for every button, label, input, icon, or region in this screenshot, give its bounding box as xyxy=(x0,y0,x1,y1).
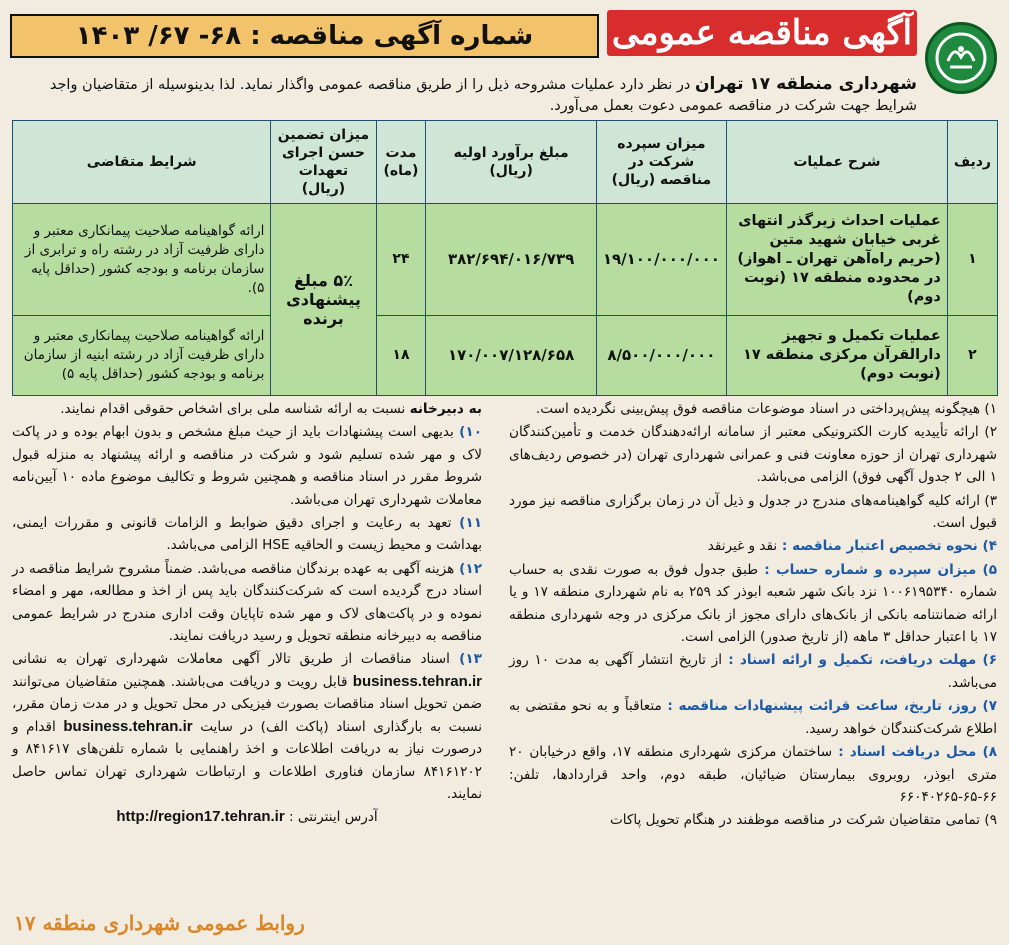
terms-left-column xyxy=(12,398,482,830)
term-item: ۴) نحوه تخصیص اعتبار مناقصه : نقد و غیرنقد xyxy=(707,538,997,555)
cell-deposit: ۱۹/۱۰۰/۰۰۰/۰۰۰ xyxy=(596,204,726,316)
business-site-link[interactable]: business.tehran.ir xyxy=(352,672,482,690)
column-header-row-number: ردیف xyxy=(947,121,997,204)
term-item: به دبیرخانه نسبت به ارائه شناسه ملی برای اشخاص حقوقی اقدام نمایند. xyxy=(60,401,482,417)
term-item: ۳) ارائه کلیه گواهینامه‌های مندرج در جدول و ذیل آن در زمان برگزاری مناقصه نیز مورد قبول است. xyxy=(509,492,998,532)
cell-estimate: ۳۸۲/۶۹۴/۰۱۶/۷۳۹ xyxy=(426,204,596,316)
website-line: آدرس اینترنتی : http://region17.tehran.ir xyxy=(116,808,378,826)
tehran-municipality-logo-icon xyxy=(925,22,997,94)
intro-text: در نظر دارد عملیات مشروحه ذیل را از طریق مناقصه عمومی واگذار نماید. لذا بدینوسیله از متقاضیان واجد شرایط جهت شرکت در مناقصه عمومی دعوت بعمل می‌آورد. xyxy=(49,77,917,114)
term-item: ۷) روز، تاریخ، ساعت قرائت پیشنهادات مناقصه : متعاقباً و به نحو مقتضی به اطلاع شرکت‌کنندگان خواهد رسید. xyxy=(509,698,997,737)
cell-conditions: ارائه گواهینامه صلاحیت پیمانکاری معتبر و دارای ظرفیت آزاد در رشته ابنیه از سازمان برنامه و بودجه کشور (حداقل پایه ۵) xyxy=(13,316,271,396)
term-item: ۸) محل دریافت اسناد : ساختمان مرکزی شهرداری منطقه ۱۷، واقع درخیابان ۲۰ متری ابوذر، روبروی بیمارستان ضیائیان، طبقه دوم، واحد قراردادها، تلفن: ۶۶-۶۵-۶۶۰۴۰۲۶۵ xyxy=(509,744,997,805)
term-item: ۱۱) تعهد به رعایت و اجرای دقیق ضوابط و الزامات قانونی و مقررات ایمنی، بهداشت و محیط زیست و الحاقیه HSE الزامی می‌باشد. xyxy=(12,515,482,554)
column-header-estimate: مبلغ برآورد اولیه (ریال) xyxy=(426,121,596,204)
business-site-link[interactable]: business.tehran.ir xyxy=(63,717,193,735)
cell-deposit: ۸/۵۰۰/۰۰۰/۰۰۰ xyxy=(596,316,726,396)
cell-row-number: ۲ xyxy=(947,316,997,396)
term-item: ۵) میزان سپرده و شماره حساب : طبق جدول فوق به صورت نقدی به حساب شماره ۱۰۰۶۱۹۵۳۴۰ نزد بانک شهر شعبه ابوذر کد ۲۵۹ به نام شهرداری منطقه ۱۷ و یا ارائه ضمانتنامه بانکی از بانک‌های دارای مجوز از بانک مرکزی در وجه شهرداری منطقه ۱۷ با اعتبار حداقل ۳ ماهه (از تاریخ صدور) الزامی است. xyxy=(509,561,997,646)
column-header-guarantee: میزان تضمین حسن اجرای تعهدات (ریال) xyxy=(271,121,376,204)
term-item: ۱۲) هزینه آگهی به عهده برندگان مناقصه می‌باشد. ضمناً مشروح شرایط مناقصه در اسناد درج گردیده است که شرکت‌کنندگان باید پس از اخذ و مطالعه، مهر و امضاء نموده و در پاکت‌های لاک و مهر شده تاپایان وقت اداری مندرج در شرایط عمومی مناقصه به دبیرخانه منطقه تحویل و رسید دریافت نمایند. xyxy=(12,560,482,645)
organization-name: شهرداری منطقه ۱۷ تهران xyxy=(694,74,917,94)
intro-paragraph xyxy=(14,74,917,117)
term-item: ۲) ارائه تأییدیه کارت الکترونیکی معتبر از سامانه ارائه‌دهندگان خدمت و تأمین‌کنندگان شهرداری تهران از حوزه معاونت فنی و عمرانی شهرداری تهران (در خصوص ردیف‌های ۱ الی ۲ جدول آگهی فوق) الزامی می‌باشد. xyxy=(509,424,997,486)
cell-description: عملیات تکمیل و تجهیز دارالقرآن مرکزی منطقه ۱۷ (نوبت دوم) xyxy=(726,316,947,396)
cell-duration: ۱۸ xyxy=(376,316,426,396)
tender-table xyxy=(12,120,998,396)
column-header-duration: مدت (ماه) xyxy=(376,121,426,204)
public-relations-signature: روابط عمومی شهرداری منطقه ۱۷ xyxy=(14,911,305,935)
table-header-row xyxy=(13,121,998,204)
cell-row-number: ۱ xyxy=(947,204,997,316)
notice-number: شماره آگهی مناقصه : ۶۸- ۶۷/ ۱۴۰۳ xyxy=(10,14,599,58)
region-website-link[interactable]: http://region17.tehran.ir xyxy=(116,808,285,826)
cell-estimate: ۱۷۰/۰۰۷/۱۲۸/۶۵۸ xyxy=(426,316,596,396)
column-header-deposit: میزان سپرده شرکت در مناقصه (ریال) xyxy=(596,121,726,204)
table-row xyxy=(13,316,998,396)
term-item: ۹) تمامی متقاضیان شرکت در مناقصه موظفند در هنگام تحویل پاکات xyxy=(609,812,997,829)
terms-right-column xyxy=(509,398,997,833)
cell-description: عملیات احداث زیرگذر انتهای غربی خیابان شهید متین (حریم راه‌آهن تهران ـ اهواز) در محدوده منطقه ۱۷ (نوبت دوم) xyxy=(726,204,947,316)
term-item: ۱۳) اسناد مناقصات از طریق تالار آگهی معاملات شهرداری تهران به نشانی business.tehran.ir قابل رویت و دریافت می‌باشند. همچنین متقاضیان می‌توانند ضمن تحویل اسناد مناقصات بصورت فیزیکی در محل تحویل و در مدت زمان مقرر، نسبت به بارگذاری اسناد (پاکت الف) در سایت business.tehran.ir اقدام و درصورت نیاز به دریافت اطلاعات و اخذ راهنمایی با شماره تلفن‌های ۸۴۱۶۱۷ و ۸۴۱۶۱۲۰۲ سازمان فناوری اطلاعات و ارتباطات شهرداری تهران تماس حاصل نمایند. xyxy=(12,651,482,802)
term-item: ۱۰) بدیهی است پیشنهادات باید از حیث مبلغ مشخص و بدون ابهام بوده و در پاکت لاک و مهر شده تسلیم شود و شرکت در مناقصه و ارائه پیشنهاد به منزله قبول شروط مقرر در اسناد مناقصه و همچنین شروط و تکالیف موضوع ماده ۱۰ آیین‌نامه معاملات شهرداری تهران می‌باشد. xyxy=(12,424,483,508)
table-row xyxy=(13,204,998,316)
cell-conditions: ارائه گواهینامه صلاحیت پیمانکاری معتبر و دارای ظرفیت آزاد در رشته راه و ترابری از سازمان برنامه و بودجه کشور (حداقل پایه ۵). xyxy=(13,204,271,316)
notice-title: آگهی مناقصه عمومی xyxy=(607,10,917,56)
cell-duration: ۲۴ xyxy=(376,204,426,316)
cell-guarantee: ۵٪ مبلغ پیشنهادی برنده xyxy=(271,204,376,396)
term-item: ۱) هیچگونه پیش‌پرداختی در اسناد موضوعات مناقصه فوق پیش‌بینی نگردیده است. xyxy=(535,401,997,417)
column-header-description: شرح عملیات xyxy=(726,121,947,204)
column-header-conditions: شرایط متقاضی xyxy=(13,121,271,204)
term-item: ۶) مهلت دریافت، تکمیل و ارائه اسناد : از تاریخ انتشار آگهی به مدت ۱۰ روز می‌باشد. xyxy=(509,652,998,691)
